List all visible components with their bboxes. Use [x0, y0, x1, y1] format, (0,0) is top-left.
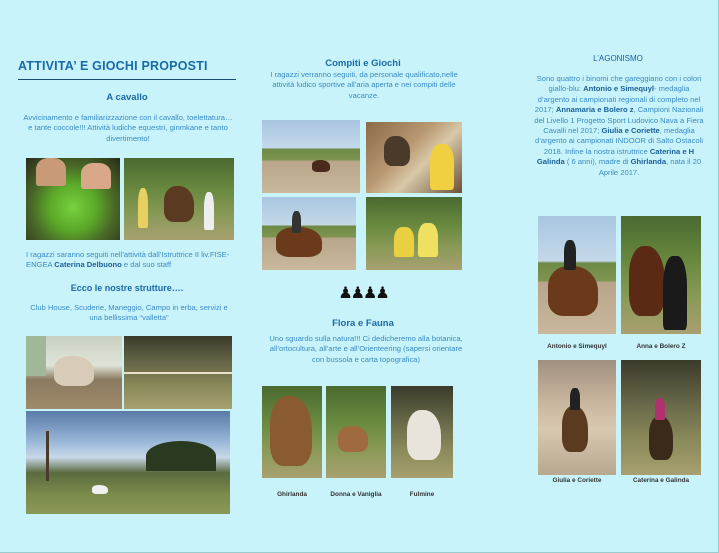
- agonismo-text: Sono quattro i binomi che gareggiano con i colori giallo-blu: Antonio e Simequyl- medaglia d’argento ai campionati regionali di completo nel 2017; Annamaria e Bolero z, Campioni Nazionali del Livello 1 Progetto Sport Ludovico Nava a Fiera Cavalli nel 2017; Giulia e Coriette, medaglia d’argento ai campionati INDOOR di Salto Ostacoli 2018. Infine la nostra istruttrice Caterina e H Galinda ( 6 anni), madre di Ghirlanda, nata il 20 Aprile 2017.: [534, 74, 704, 177]
- manege-photo: [124, 336, 232, 409]
- strutture-text: Club House, Scuderie, Maneggio, Campo in erba, servizi e una bellissima “valletta”: [30, 303, 228, 323]
- page-title: ATTIVITA’ E GIOCHI PROPOSTI: [18, 59, 236, 80]
- ghirlanda-photo: [262, 386, 322, 478]
- caption-ghirlanda: Ghirlanda: [277, 491, 307, 498]
- binomio-3-name: Giulia e Coriette: [601, 126, 660, 136]
- caption-donna-vaniglia: Donna e Vaniglia: [330, 491, 382, 498]
- compiti-text: I ragazzi verranno seguiti, da personale qualificato,nelle attività ludico sportive all’aria aperta e nei compiti delle vacanze.: [270, 70, 458, 100]
- horse-group-photo: [124, 158, 234, 240]
- anna-bolero-photo: [621, 216, 701, 334]
- valletta-photo: [26, 411, 230, 514]
- caterina-galinda-photo: [621, 360, 701, 475]
- people-group-icon: ♟♟♟♟: [338, 285, 388, 302]
- donna-vaniglia-photo: [326, 386, 386, 478]
- club-house-photo: [26, 336, 122, 409]
- grooming-photo: [26, 158, 120, 240]
- binomio-1-name: Antonio e Simequyl: [583, 84, 655, 94]
- flora-heading: Flora e Fauna: [332, 318, 394, 329]
- flora-text: Uno sguardo sulla natura!!! Ci dedicheremo alla botanica, all’ortocultura, all’arte e all’Orienteering (sapersi orientare con bussola e carta topografica): [269, 334, 463, 364]
- stable-photo: [366, 122, 462, 193]
- outdoor-arena-photo: [262, 120, 360, 193]
- compiti-heading: Compiti e Giochi: [325, 58, 401, 69]
- staff-name: Caterina Delbuono: [54, 260, 122, 270]
- staff-text: I ragazzi saranno seguiti nell’attività dall’Istruttrice II liv.FISE-ENGEA Caterina Delbuono e dal suo staff: [26, 250, 230, 270]
- riding-lesson-photo: [262, 197, 356, 270]
- strutture-heading: Ecco le nostre strutture….: [70, 283, 184, 293]
- antonio-simequyl-photo: [538, 216, 616, 334]
- fulmine-photo: [391, 386, 453, 478]
- caption-antonio-simequyl: Antonio e Simequyl: [547, 343, 607, 350]
- foal-name: Ghirlanda: [630, 157, 667, 167]
- caption-fulmine: Fulmine: [409, 491, 435, 498]
- caption-caterina-galinda: Caterina e Galinda: [632, 477, 690, 484]
- binomio-2-name: Annamaria e Bolero z: [555, 105, 634, 115]
- agonismo-heading: L’AGONISMO: [593, 54, 643, 63]
- caption-giulia-coriette: Giulia e Coriette: [552, 477, 602, 484]
- caption-anna-bolero: Anna e Bolero Z: [636, 343, 686, 350]
- kids-outdoor-photo: [366, 197, 462, 270]
- a-cavallo-text: Avvicinamento e familiarizzazione con il cavallo, toelettatura…e tante coccole!!! Attività ludiche equestri, ginmkane e tanto divertimento!: [23, 113, 233, 143]
- instructor-name: Caterina e H Galinda: [536, 146, 695, 167]
- giulia-coriette-photo: [538, 360, 616, 475]
- a-cavallo-heading: A cavallo: [106, 92, 148, 103]
